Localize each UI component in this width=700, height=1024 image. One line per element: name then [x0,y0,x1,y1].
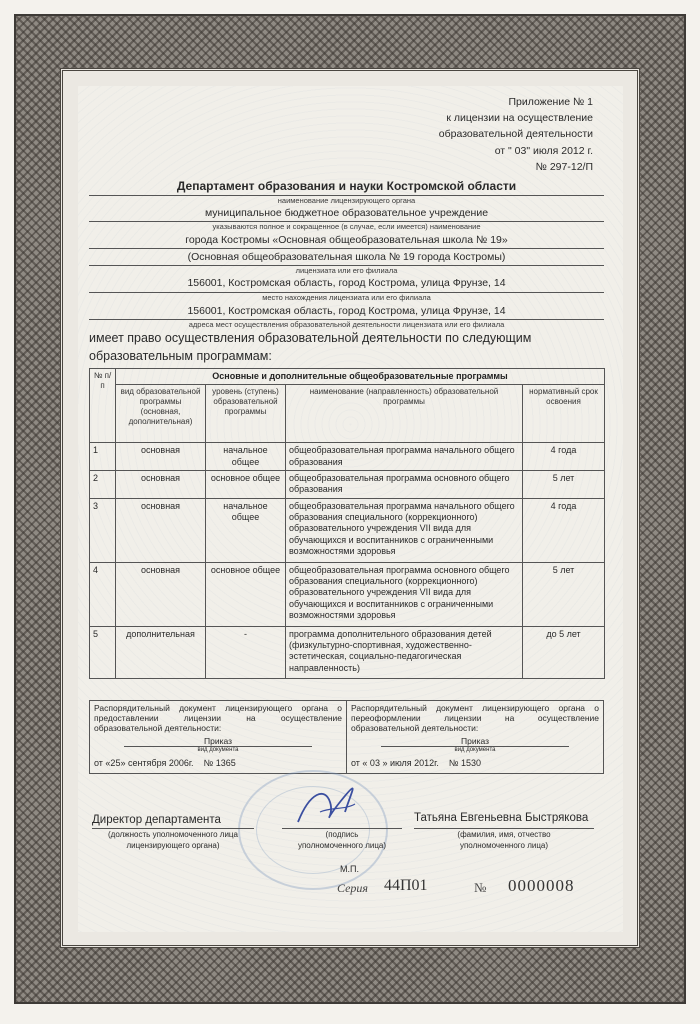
row-kind: основная [116,498,206,562]
group-header: Основные и дополнительные общеобразовательные программы [116,369,605,385]
table-row [90,470,605,498]
reissue-order-date: от « 03 » июля 2012г. [351,757,439,768]
row-name: общеобразовательная программа основного общего образования [286,470,523,498]
issue-order-date: от «25» сентября 2006г. [94,757,194,768]
stamp-place-label: М.П. [340,864,359,874]
row-num: 5 [90,626,116,678]
licensing-organ-name: Департамент образования и науки Костромской области [176,179,517,193]
row-num: 2 [90,470,116,498]
col-header-level: уровень (ступень) образовательной программы [206,385,286,443]
organ-caption: наименование лицензирующего органа [277,196,416,205]
person-caption-1: (фамилия, имя, отчество [457,830,551,839]
licensee-address: 156001, Костромская область, город Кострома, улица Фрунзе, 14 [187,277,506,289]
row-name: общеобразовательная программа основного общего образования специального (коррекционного) образовательного учреждения VII вида для обучающихся и воспитанников с ограниченными возможностями здоровья [286,562,523,626]
form-number: 0000008 [508,876,575,895]
table-row [90,498,605,562]
reissue-order-number: № 1530 [448,757,482,768]
programs-table [89,368,605,679]
row-kind: основная [116,470,206,498]
row-level: начальное общее [206,498,286,562]
row-num: 3 [90,498,116,562]
series-value: 44П01 [384,877,428,894]
row-name: общеобразовательная программа начального общего образования специального (коррекционного) образовательного учреждения VII вида для обучающихся и воспитанников с ограниченными возможностями здоровья [286,498,523,562]
sign-caption-2: уполномоченного лица) [297,841,387,850]
row-num: 4 [90,562,116,626]
row-num: 1 [90,443,116,471]
number-label: № [474,880,487,895]
row-level: основное общее [206,562,286,626]
activity-caption: адреса мест осуществления образовательной деятельности лицензиата или его филиала [188,320,505,329]
col-header-kind: вид образовательной программы (основная, дополнительная) [116,385,206,443]
col-header-num: № п/п [90,369,116,443]
col-header-term: нормативный срок освоения [523,385,605,443]
table-row [90,562,605,626]
row-term: до 5 лет [523,626,605,678]
table-row [90,443,605,471]
row-kind: основная [116,443,206,471]
row-name: программа дополнительного образования детей (физкультурно-спортивная, художественно-эстетическая, социально-педагогическая направленность) [286,626,523,678]
right-statement-line2: образовательным программам: [89,349,272,363]
row-level: основное общее [206,470,286,498]
person-caption-2: уполномоченного лица) [459,841,549,850]
position-caption-1: (должность уполномоченного лица [108,830,238,839]
reissue-order-kind: Приказ [460,735,490,746]
appendix-title: Приложение № 1 [508,96,593,108]
signature-scribble [290,782,360,832]
names-caption: указываются полное и сокращенное (в случае, если имеется) наименование [212,222,481,231]
col-header-name: наименование (направленность) образовательной программы [286,385,523,443]
row-level: - [206,626,286,678]
address-caption: место нахождения лицензиата или его филиала [262,293,431,302]
activity-address: 156001, Костромская область, город Кострома, улица Фрунзе, 14 [187,305,506,317]
row-term: 4 года [523,443,605,471]
institution-full-name: города Костромы «Основная общеобразовательная школа № 19» [185,234,508,246]
table-row [90,626,605,678]
row-name: общеобразовательная программа начального общего образования [286,443,523,471]
orders-box [89,700,604,774]
issue-order-number: № 1365 [203,757,236,768]
position-caption-2: лицензирующего органа) [126,841,220,850]
row-kind: основная [116,562,206,626]
appendix-line2: к лицензии на осуществление [446,112,593,124]
issue-order-text: Распорядительный документ лицензирующего органа о предоставлении лицензии на осуществление образовательной деятельности: [94,703,342,734]
row-term: 5 лет [523,470,605,498]
reissue-order-text: Распорядительный документ лицензирующего органа о переоформлении лицензии на осуществление образовательной деятельности: [351,703,599,734]
reissue-order-kind-caption: вид документа [381,746,569,754]
row-level: начальное общее [206,443,286,471]
appendix-number: № 297-12/П [535,161,593,173]
right-statement-line1: имеет право осуществления образовательной деятельности по следующим [89,331,532,345]
signer-name: Татьяна Евгеньевна Быстрякова [414,812,589,824]
institution-type: муниципальное бюджетное образовательное учреждение [204,207,489,219]
appendix-date: от " 03" июля 2012 г. [494,145,593,157]
issue-order-kind: Приказ [203,735,233,746]
issue-order-kind-caption: вид документа [124,746,312,754]
issue-order [90,701,347,773]
row-kind: дополнительная [116,626,206,678]
reissue-order [347,701,603,773]
appendix-line3: образовательной деятельности [438,128,593,140]
signer-position: Директор департамента [92,814,221,826]
series-label: Серия [337,881,368,895]
row-term: 5 лет [523,562,605,626]
row-term: 4 года [523,498,605,562]
sign-caption-1: (подпись [325,830,359,839]
licensee-caption: лицензиата или его филиала [295,266,398,275]
institution-short-name: (Основная общеобразовательная школа № 19 города Костромы) [187,251,506,263]
